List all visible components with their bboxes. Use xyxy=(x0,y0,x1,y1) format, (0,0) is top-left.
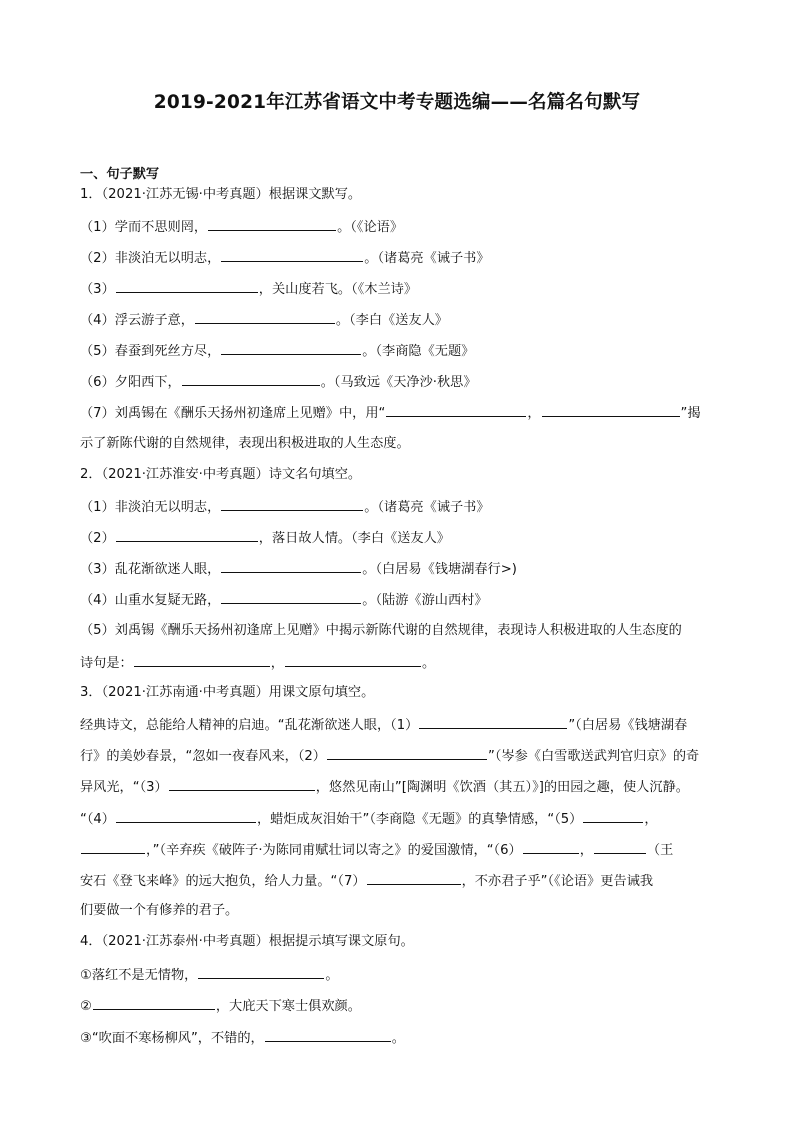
q1-item-7: （7）刘禹锡在《酬乐天扬州初逢席上见赠》中，用“ ， ”揭 xyxy=(80,406,701,421)
answer-blank[interactable] xyxy=(221,498,363,511)
q1-item-2: （2）非淡泊无以明志， 。（诸葛亮《诫子书》 xyxy=(80,251,490,266)
answer-blank[interactable] xyxy=(386,404,526,417)
answer-blank[interactable] xyxy=(327,747,487,760)
answer-blank[interactable] xyxy=(221,560,361,573)
answer-blank[interactable] xyxy=(198,966,324,979)
q2-item-5-continued: 诗句是： ， 。 xyxy=(80,656,436,671)
q2-item-4: （4）山重水复疑无路， 。（陆游《游山西村》 xyxy=(80,593,488,608)
q4-item-1: ①落红不是无情物， 。 xyxy=(80,968,339,983)
q3-passage-line: 异风光，“（3） ，悠然见南山”[陶渊明《饮酒（其五）》]的田园之趣，使人沉静。 xyxy=(80,780,689,795)
question-1-heading: 1．（2021·江苏无锡·中考真题）根据课文默写。 xyxy=(80,187,362,202)
section-heading: 一、句子默写 xyxy=(80,167,160,182)
question-4-heading: 4．（2021·江苏泰州·中考真题）根据提示填写课文原句。 xyxy=(80,934,414,949)
answer-blank[interactable] xyxy=(81,841,145,854)
answer-blank[interactable] xyxy=(195,311,335,324)
q2-item-2: （2） ，落日故人情。（李白《送友人》 xyxy=(80,531,450,546)
q1-item-1: （1）学而不思则罔， 。（《论语》 xyxy=(80,220,404,235)
answer-blank[interactable] xyxy=(208,218,336,231)
q3-passage-line: 安石《登飞来峰》的远大抱负，给人力量。“（7） ，不亦君子乎”（《论语》更告诫我 xyxy=(80,874,654,889)
q1-item-6: （6）夕阳西下， 。（马致远《天净沙·秋思》 xyxy=(80,375,477,390)
q4-item-2: ② ，大庇天下寒士俱欢颜。 xyxy=(80,999,361,1014)
answer-blank[interactable] xyxy=(169,778,315,791)
answer-blank[interactable] xyxy=(285,654,421,667)
answer-blank[interactable] xyxy=(116,810,256,823)
q1-item-5: （5）春蚕到死丝方尽， 。（李商隐《无题》 xyxy=(80,344,475,359)
q3-passage-line: 经典诗文，总能给人精神的启迪。“乱花渐欲迷人眼，（1） ”（白居易《钱塘湖春 xyxy=(80,718,688,733)
q4-item-3: ③“吹面不寒杨柳风”，不错的， 。 xyxy=(80,1031,405,1046)
answer-blank[interactable] xyxy=(116,280,258,293)
q1-item-4: （4）浮云游子意， 。（李白《送友人》 xyxy=(80,313,448,328)
q3-passage-line: ，”（辛弃疾《破阵子·为陈同甫赋壮词以寄之》的爱国激情，“（6） ， （王 xyxy=(80,841,673,859)
answer-blank[interactable] xyxy=(221,249,363,262)
answer-blank[interactable] xyxy=(221,591,361,604)
answer-blank[interactable] xyxy=(419,716,567,729)
answer-blank[interactable] xyxy=(221,342,361,355)
answer-blank[interactable] xyxy=(594,841,646,854)
document-title: 2019-2021年江苏省语文中考专题选编——名篇名句默写 xyxy=(153,92,641,113)
q2-item-1: （1）非淡泊无以明志， 。（诸葛亮《诫子书》 xyxy=(80,500,490,515)
q2-item-5: （5）刘禹锡《酬乐天扬州初逢席上见赠》中揭示新陈代谢的自然规律，表现诗人积极进取的人生态度的 xyxy=(80,623,682,638)
answer-blank[interactable] xyxy=(367,872,461,885)
answer-blank[interactable] xyxy=(134,654,270,667)
question-2-heading: 2．（2021·江苏淮安·中考真题）诗文名句填空。 xyxy=(80,467,362,482)
q2-item-3: （3）乱花渐欲迷人眼， 。（白居易《钱塘湖春行>) xyxy=(80,562,517,577)
q1-item-3: （3） ，关山度若飞。（《木兰诗》 xyxy=(80,282,418,297)
q1-item-7-continued: 示了新陈代谢的自然规律，表现出积极进取的人生态度。 xyxy=(80,436,410,451)
answer-blank[interactable] xyxy=(542,404,680,417)
answer-blank[interactable] xyxy=(116,529,258,542)
answer-blank[interactable] xyxy=(583,810,643,823)
answer-blank[interactable] xyxy=(93,997,215,1010)
answer-blank[interactable] xyxy=(182,373,320,386)
answer-blank[interactable] xyxy=(265,1029,391,1042)
answer-blank[interactable] xyxy=(523,841,579,854)
q3-passage-line: 行》的美妙春景，“忽如一夜春风来，（2） ”（岑参《白雪歌送武判官归京》的奇 xyxy=(80,749,700,764)
question-3-heading: 3．（2021·江苏南通·中考真题）用课文原句填空。 xyxy=(80,685,375,700)
q3-passage-line: “（4） ，蜡炬成灰泪始干”（李商隐《无题》的真挚情感，“（5） ， xyxy=(80,812,658,827)
q3-passage-line: 们要做一个有修养的君子。 xyxy=(80,903,239,918)
